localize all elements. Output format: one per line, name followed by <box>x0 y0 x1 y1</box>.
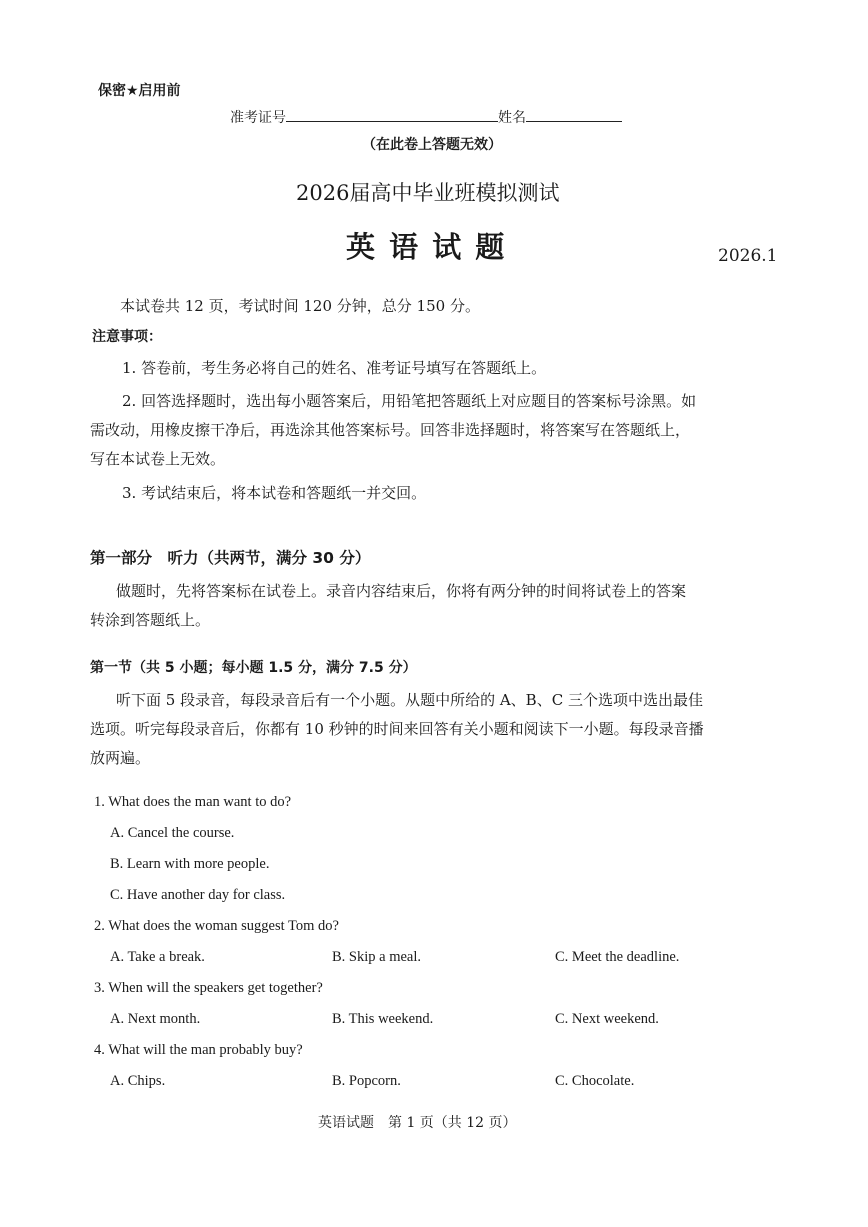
note-2-line-3: 写在本试卷上无效。 <box>90 450 226 468</box>
exam-summary: 本试卷共 12 页，考试时间 120 分钟，总分 150 分。 <box>120 297 480 315</box>
name-label: 姓名 <box>498 110 526 126</box>
question-1: 1. What does the man want to do? <box>94 794 292 810</box>
section1-instr-line-2: 选项。听完每段录音后，你都有 10 秒钟的时间来回答有关小题和阅读下一小题。每段录音播 <box>90 720 704 738</box>
question-4-option-c: C. Chocolate. <box>555 1073 635 1089</box>
exam-date: 2026.1 <box>718 246 778 266</box>
question-1-option-a: A. Cancel the course. <box>110 825 235 841</box>
section1-instr-line-1: 听下面 5 段录音，每段录音后有一个小题。从题中所给的 A、B、C 三个选项中选出最佳 <box>116 691 703 709</box>
question-3-option-b: B. This weekend. <box>332 1011 434 1027</box>
question-4-option-a: A. Chips. <box>110 1073 166 1089</box>
note-3: 3. 考试结束后，将本试卷和答题纸一并交回。 <box>122 484 427 502</box>
question-4: 4. What will the man probably buy? <box>94 1042 303 1058</box>
note-2 <box>90 387 766 474</box>
part1-title: 第一部分 听力（共两节，满分 30 分） <box>90 549 371 567</box>
ticket-number-label: 准考证号 <box>230 110 286 126</box>
notes-title: 注意事项： <box>92 329 162 345</box>
note-2-line-2: 需改动，用橡皮擦干净后，再选涂其他答案标号。回答非选择题时，将答案写在答题纸上， <box>90 421 691 439</box>
part1-instr-line-2: 转涂到答题纸上。 <box>90 611 211 629</box>
name-field <box>526 107 622 122</box>
ticket-number-field <box>286 107 498 122</box>
question-4-option-b: B. Popcorn. <box>332 1073 401 1089</box>
part1-instr-line-1: 做题时，先将答案标在试卷上。录音内容结束后，你将有两分钟的时间将试卷上的答案 <box>116 582 687 600</box>
section1-instructions <box>90 686 766 773</box>
question-3: 3. When will the speakers get together? <box>94 980 323 996</box>
question-3-option-a: A. Next month. <box>110 1011 201 1027</box>
question-1-option-b: B. Learn with more people. <box>110 856 270 872</box>
note-1: 1. 答卷前，考生务必将自己的姓名、准考证号填写在答题纸上。 <box>122 359 547 377</box>
ticket-number-row <box>230 107 622 127</box>
note-2-line-1: 2. 回答选择题时，选出每小题答案后，用铅笔把答题纸上对应题目的答案标号涂黑。如 <box>122 392 697 410</box>
section1-title: 第一节（共 5 小题；每小题 1.5 分，满分 7.5 分） <box>90 660 417 676</box>
subject-title: 英 语 试 题 <box>346 230 507 264</box>
section1-instr-line-3: 放两遍。 <box>90 749 151 767</box>
question-2-option-c: C. Meet the deadline. <box>555 949 680 965</box>
question-1-option-c: C. Have another day for class. <box>110 887 286 903</box>
confidential-mark: 保密★启用前 <box>98 83 181 99</box>
invalid-note: （在此卷上答题无效） <box>362 137 502 153</box>
question-2-option-b: B. Skip a meal. <box>332 949 422 965</box>
part1-instructions <box>90 577 766 635</box>
question-2-option-a: A. Take a break. <box>110 949 205 965</box>
page-footer: 英语试题 第 1 页（共 12 页） <box>318 1115 517 1131</box>
question-3-option-c: C. Next weekend. <box>555 1011 659 1027</box>
question-2: 2. What does the woman suggest Tom do? <box>94 918 339 934</box>
exam-title: 2026届高中毕业班模拟测试 <box>296 181 560 205</box>
